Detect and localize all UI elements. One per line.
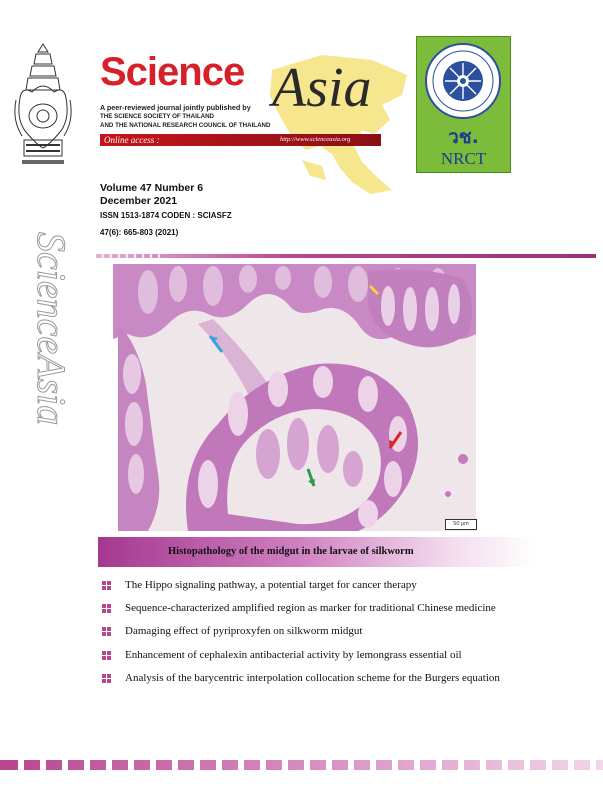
publisher-tagline <box>100 103 300 130</box>
article-title[interactable]: Damaging effect of pyriproxyfen on silkworm midgut <box>125 625 363 638</box>
logo-asia-text: Asia <box>272 57 372 119</box>
tagline-line2: THE SCIENCE SOCIETY OF THAILAND <box>100 113 215 120</box>
issn-coden: ISSN 1513-1874 CODEN : SCIASFZ <box>100 211 232 220</box>
journal-url-link[interactable]: http://www.scienceasia.org <box>280 136 351 143</box>
page-range: 47(6): 665-803 (2021) <box>100 228 179 237</box>
issue-date: December 2021 <box>100 195 178 207</box>
volume-number: Volume 47 Number 6 <box>100 182 204 194</box>
society-crest-icon <box>12 40 74 172</box>
article-item[interactable] <box>102 648 592 671</box>
nrct-emblem-icon <box>425 43 501 119</box>
online-access-label: Online access : <box>104 135 160 145</box>
cover-micrograph-image <box>118 264 476 531</box>
article-item[interactable] <box>102 601 592 624</box>
article-title[interactable]: Analysis of the barycentric interpolation collocation scheme for the Burgers equation <box>125 671 500 684</box>
article-title[interactable]: Sequence-characterized amplified region as marker for traditional Chinese medicine <box>125 602 496 615</box>
article-item[interactable] <box>102 671 592 694</box>
decorative-rule-top <box>96 254 596 258</box>
bullet-icon <box>102 651 111 660</box>
tagline-line3: AND THE NATIONAL RESEARCH COUNCIL OF THAILAND <box>100 122 271 129</box>
article-title[interactable]: The Hippo signaling pathway, a potential target for cancer therapy <box>125 579 417 591</box>
scale-bar-label: 50 μm <box>445 519 477 530</box>
article-item[interactable] <box>102 578 592 601</box>
article-title[interactable]: Enhancement of cephalexin antibacterial activity by lemongrass essential oil <box>125 648 462 661</box>
bullet-icon <box>102 627 111 636</box>
article-list <box>102 578 592 694</box>
nrct-thai-text: วช. <box>448 126 479 148</box>
nrct-logo <box>416 36 511 173</box>
article-item[interactable] <box>102 624 592 647</box>
decorative-rule-bottom <box>0 760 603 770</box>
bullet-icon <box>102 604 111 613</box>
issue-info <box>100 182 232 240</box>
bullet-icon <box>102 581 111 590</box>
watermark-text: ScienceAsia <box>29 232 74 426</box>
vertical-watermark-title <box>28 226 74 526</box>
nrct-acronym: NRCT <box>440 149 487 168</box>
cover-caption: Histopathology of the midgut in the larvae of silkworm <box>168 546 414 557</box>
logo-science-text: Science <box>100 50 245 94</box>
bullet-icon <box>102 674 111 683</box>
tagline-line1: A peer-reviewed journal jointly published by <box>100 103 251 112</box>
